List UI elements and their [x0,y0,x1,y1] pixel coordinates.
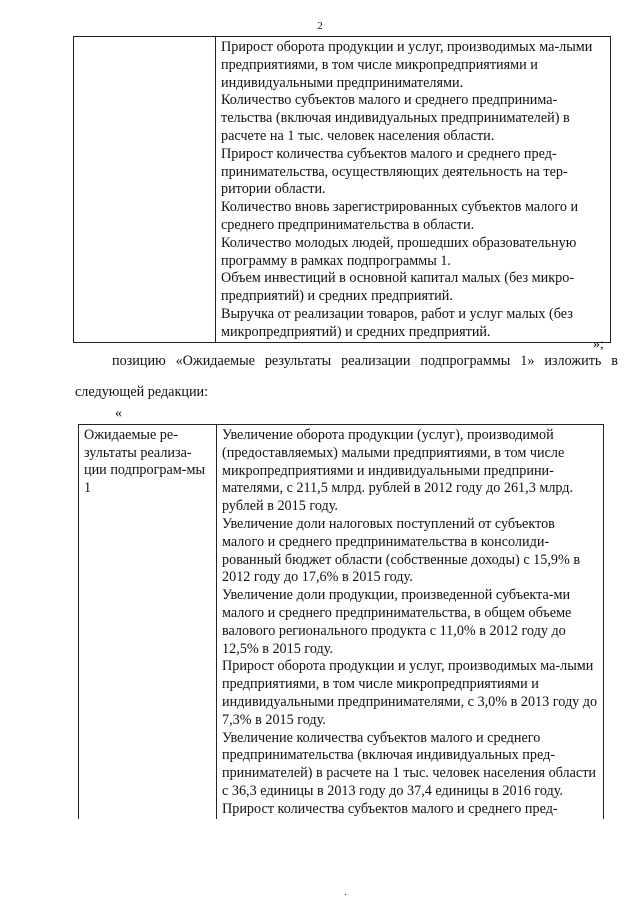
indicator-item: Количество субъектов малого и среднего предпринима-тельства (включая индивидуальных предпринимателей) в расчете на 1 тыс. человек населения области. [221,92,570,144]
indicator-item: Количество молодых людей, прошедших образовательную программу в рамках подпрограммы 1. [221,234,577,269]
bottom-table [78,424,604,819]
opening-quote: « [115,406,122,421]
top-table [73,36,611,343]
indicator-item: Количество вновь зарегистрированных субъектов малого и среднего предпринимательства в области. [221,199,579,233]
page-number: 2 [317,20,323,32]
intro-line-1: позицию «Ожидаемые результаты реализации подпрограммы 1» изложить в [112,353,618,369]
result-item: Увеличение оборота продукции (услуг), производимой (предоставляемых) малыми предприятиями, в том числе микропредприятиями и индивидуальными предприни-мателями, с 211,5 млрд. рублей в 2012 году до 261,3 млрд. рублей в 2015 году. [222,427,574,515]
indicator-item: Объем инвестиций в основной капитал малых (без микро-предприятий) и средних предприятий. [221,270,575,305]
top-table-indicators-cell [216,37,611,343]
result-item: Увеличение количества субъектов малого и среднего предпринимательства (включая индивидуальных пред-принимателей) в расчете на 1 тыс. человек населения области с 36,3 единицы в 2013 году до 37,4 единицы в 2016 году. [222,729,597,799]
bottom-table-results-cell [217,425,604,819]
indicator-item: Прирост количества субъектов малого и среднего пред-принимательства, осуществляющих деятельность на тер-ритории области. [221,145,568,198]
indicator-item: Выручка от реализации товаров, работ и услуг малых (без микропредприятий) и средних предприятий. [221,305,573,340]
bottom-table-left-cell: Ожидаемые ре-зультаты реализа-ции подпрограм-мы 1 [79,425,217,819]
intro-line-2: следующей редакции: [75,384,209,400]
result-item: Увеличение доли налоговых поступлений от субъектов малого и среднего предпринимательства в консолиди-рованный бюджет области (собственные доходы) с 15,9% в 2012 году до 17,6% в 2015 году. [222,515,581,586]
closing-quote: »; [593,337,604,352]
result-item: Увеличение доли продукции, произведенной субъекта-ми малого и среднего предпринимательства, в общем объеме валового регионального продукта с 11,0% в 2012 году до 12,5% в 2015 году. [222,587,572,657]
top-table-left-cell [74,37,216,343]
footer-mark: · [344,890,348,901]
result-item: Прирост оборота продукции и услуг, производимых ма-лыми предприятиями, в том числе микропредприятиями и индивидуальными предпринимателями, с 3,0% в 2013 году до 7,3% в 2015 году. [222,658,598,728]
indicator-item: Прирост оборота продукции и услуг, производимых ма-лыми предприятиями, в том числе микропредприятиями и индивидуальными предпринимателями. [221,39,593,91]
result-item: Прирост количества субъектов малого и среднего пред- [222,800,558,817]
